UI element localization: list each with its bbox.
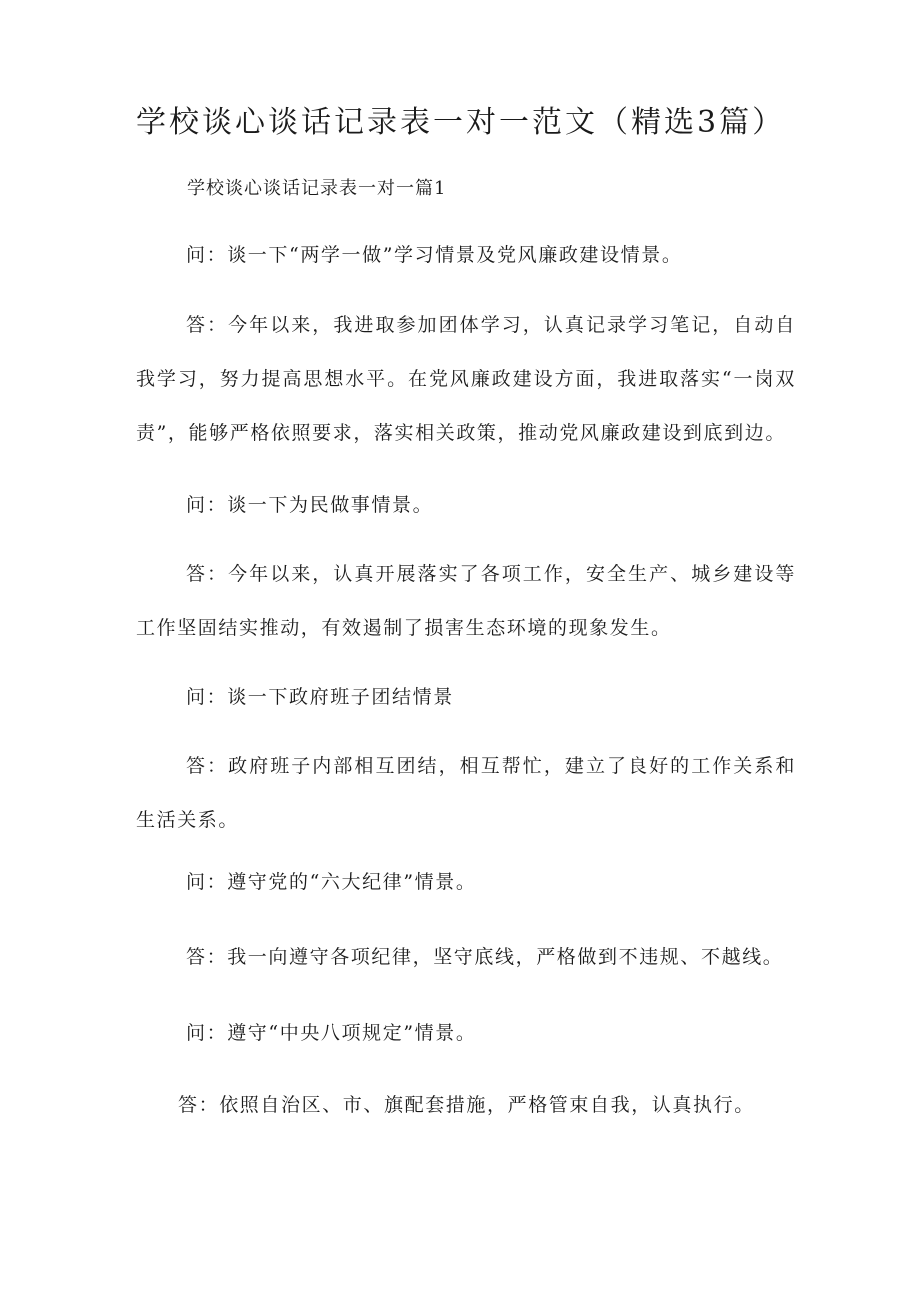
paragraph-answer-4: 答：我一向遵守各项纪律，坚守底线，严格做到不违规、不越线。	[186, 946, 784, 968]
paragraph-answer-3: 答：政府班子内部相互团结，相互帮忙，建立了良好的工作关系和生活关系。	[136, 755, 796, 831]
document-title: 学校谈心谈话记录表一对一范文（精选3篇）	[136, 105, 786, 140]
paragraph-question-3: 问：谈一下政府班子团结情景	[186, 686, 454, 708]
paragraph-answer-5: 答：依照自治区、市、旗配套措施，严格管束自我，认真执行。	[178, 1094, 755, 1116]
paragraph-question-2: 问：谈一下为民做事情景。	[186, 494, 434, 516]
paragraph-question-5: 问：遵守“中央八项规定”情景。	[186, 1022, 477, 1044]
paragraph-question-1: 问：谈一下“两学一做”学习情景及党风廉政建设情景。	[186, 244, 683, 266]
section-heading: 学校谈心谈话记录表一对一篇1	[187, 178, 447, 199]
paragraph-answer-1: 答：今年以来，我进取参加团体学习，认真记录学习笔记，自动自我学习，努力提高思想水平。在党风廉政建设方面，我进取落实“一岗双责”，能够严格依照要求，落实相关政策，推动党风廉政建设到底到边。	[136, 314, 796, 444]
paragraph-answer-2: 答：今年以来，认真开展落实了各项工作，安全生产、城乡建设等工作坚固结实推动，有效遏制了损害生态环境的现象发生。	[136, 563, 796, 639]
paragraph-question-4: 问：遵守党的“六大纪律”情景。	[186, 871, 477, 893]
